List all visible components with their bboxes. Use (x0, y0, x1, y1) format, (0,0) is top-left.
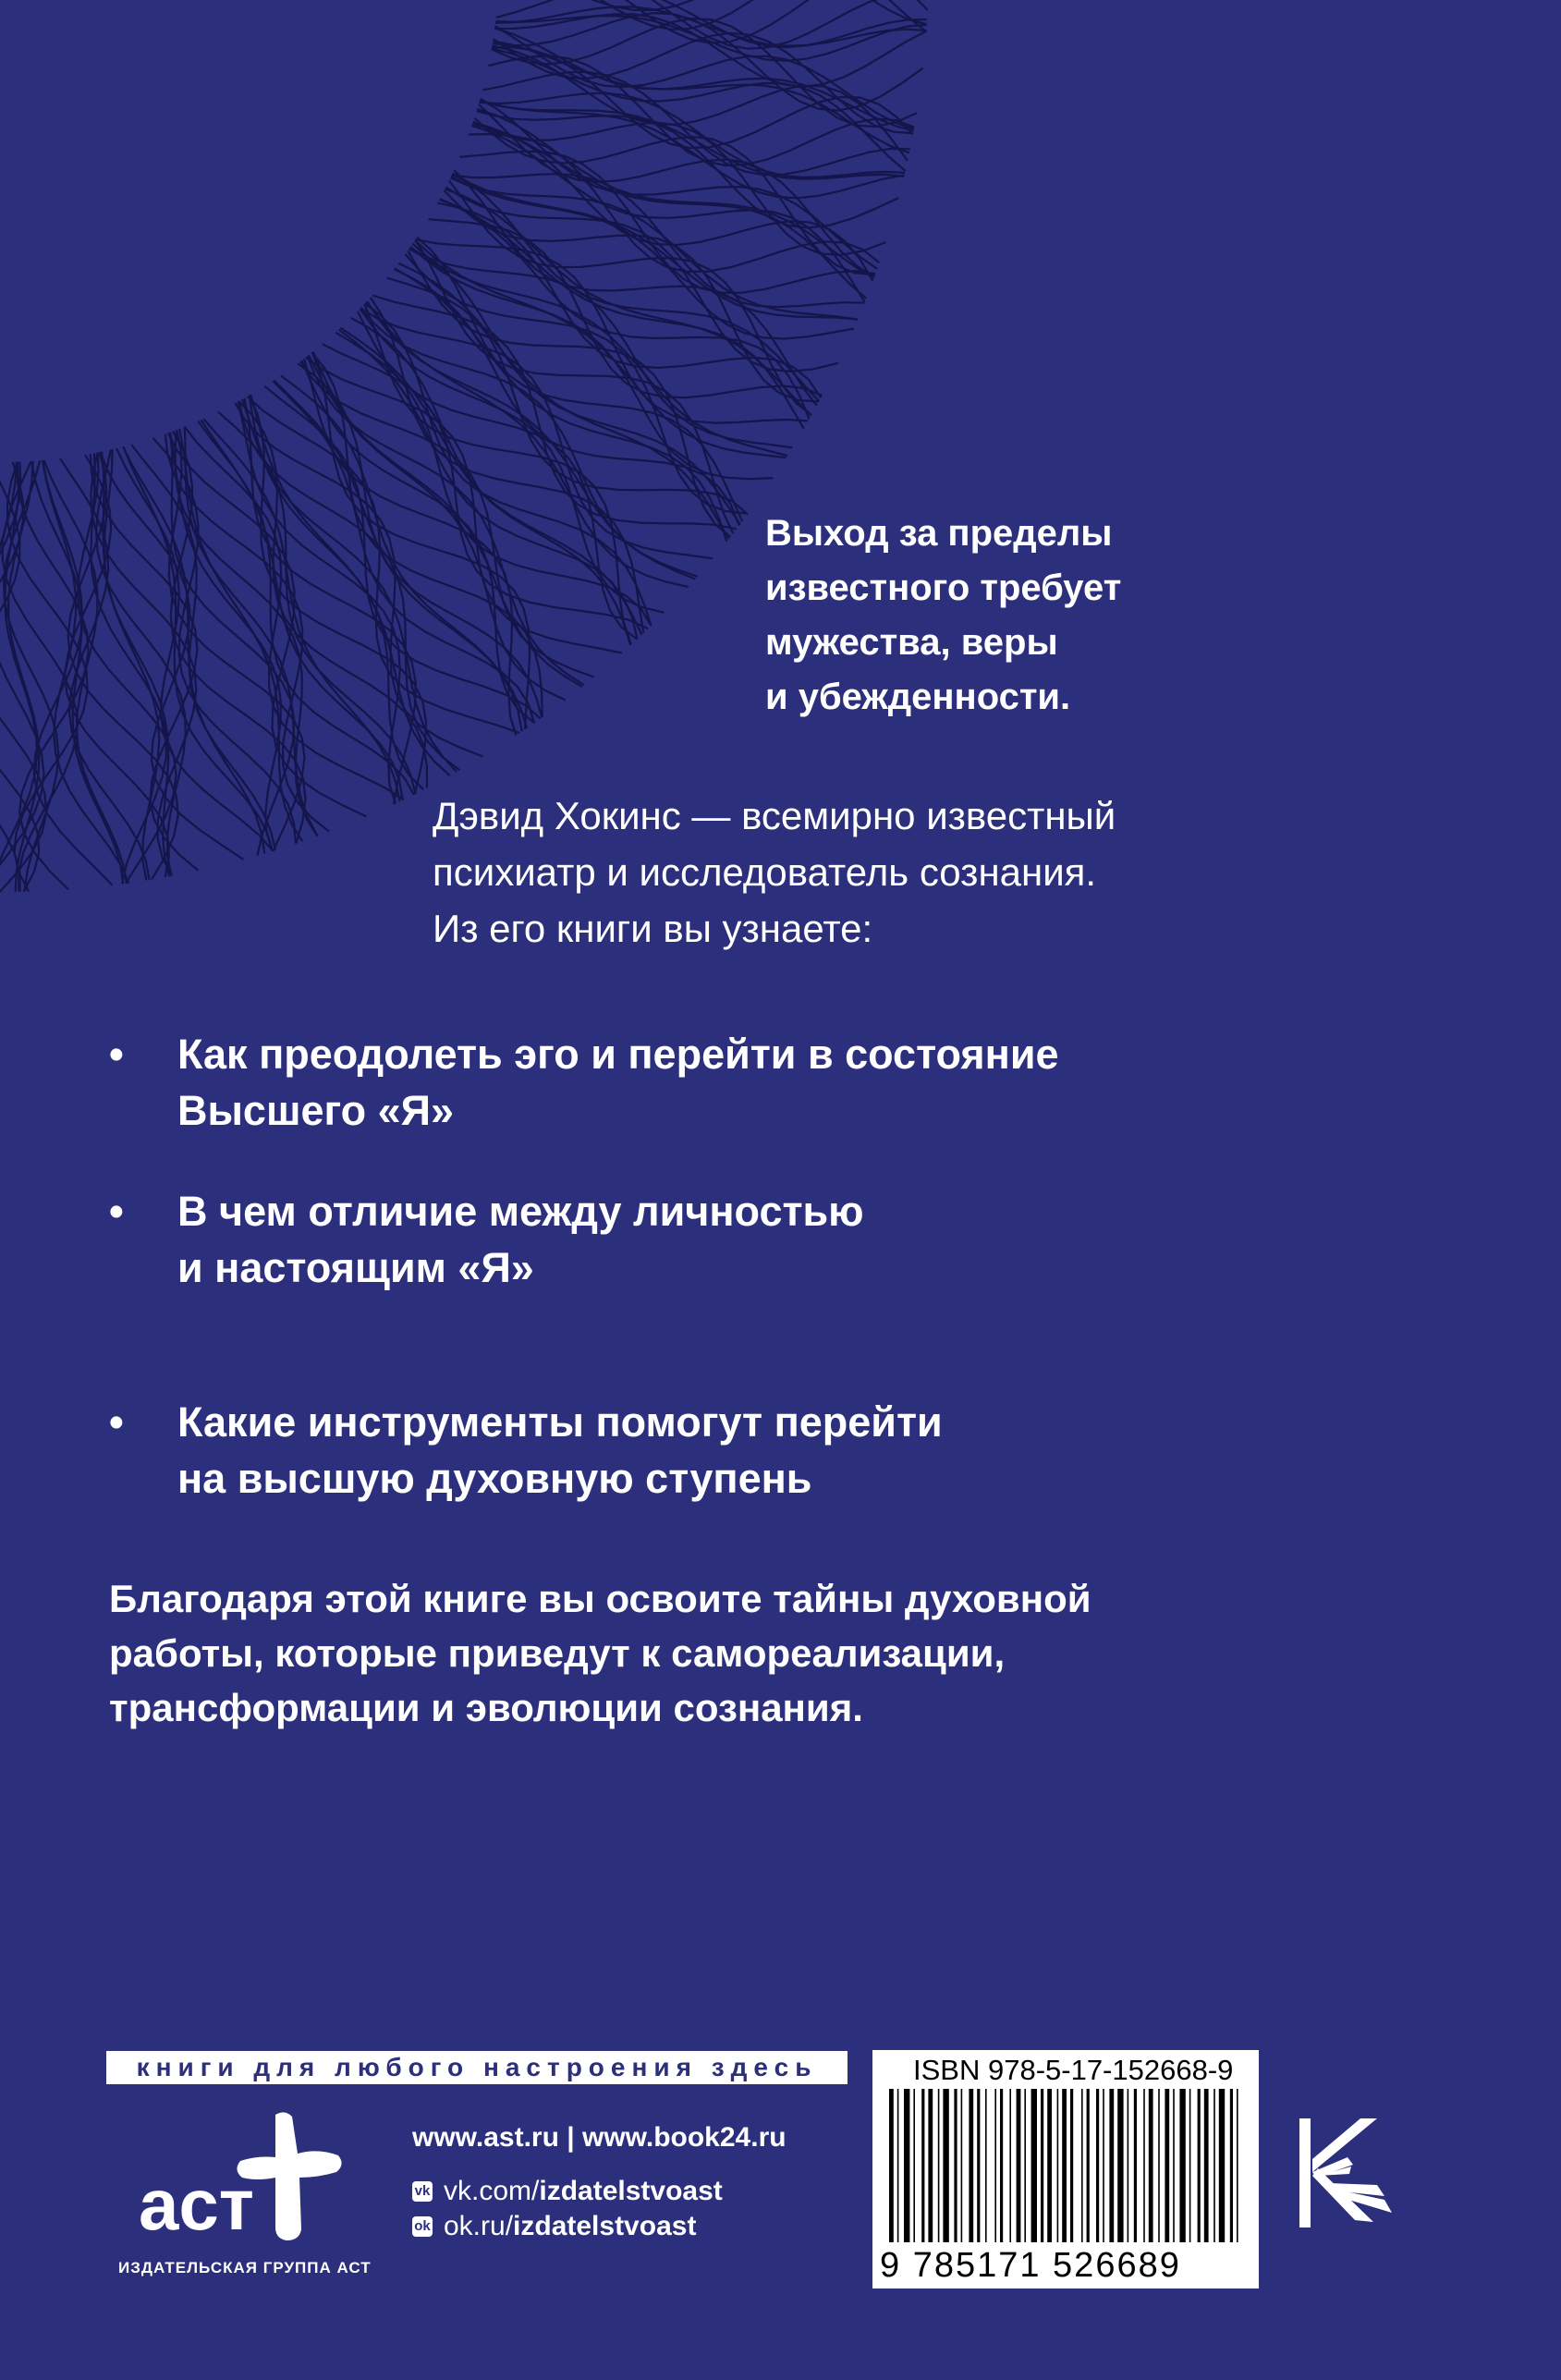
barcode-bar (1103, 2089, 1104, 2242)
summary-paragraph: Благодаря этой книге вы освоите тайны духовной работы, которые приведут к самореализации, трансформации и эволюции сознания. (109, 1577, 1091, 1729)
art-line (460, 152, 875, 293)
barcode-bar (994, 2089, 996, 2242)
barcode-bar (1237, 2089, 1238, 2242)
vk-icon: vk (412, 2181, 433, 2202)
art-line (498, 0, 929, 49)
barcode-bar (1024, 2089, 1026, 2242)
tagline: Выход за пределы известного требует мужества, веры и убежденности. (765, 513, 1122, 717)
k-book-icon (1296, 2111, 1397, 2231)
barcode-bar (1204, 2089, 1209, 2242)
websites-link[interactable]: www.ast.ru | www.book24.ru (412, 2122, 787, 2153)
art-line (395, 269, 726, 542)
barcode (884, 2089, 1246, 2242)
barcode-bar (1096, 2089, 1099, 2242)
barcode-bar (1047, 2089, 1052, 2242)
barcode-bar (904, 2089, 909, 2242)
vk-link[interactable]: vk vk.com/ izdatelstvoast (412, 2176, 800, 2207)
barcode-bar (1158, 2089, 1160, 2242)
barcode-bar (1128, 2089, 1129, 2242)
ast-logo (139, 2107, 360, 2246)
wavy-line-art (0, 0, 933, 897)
barcode-bar (889, 2089, 894, 2242)
ok-icon: ok (412, 2216, 433, 2237)
barcode-bar (954, 2089, 957, 2242)
barcode-bar (1219, 2089, 1225, 2242)
barcode-bar (1031, 2089, 1037, 2242)
barcode-bar (1057, 2089, 1059, 2242)
barcode-bar (1213, 2089, 1215, 2242)
isbn-barcode-box (872, 2050, 1259, 2288)
barcode-bar (1134, 2089, 1137, 2242)
barcode-bar (969, 2089, 973, 2242)
barcode-bar (943, 2089, 948, 2242)
art-line (238, 402, 400, 804)
barcode-digits: 9 785171 526689 (880, 2246, 1181, 2285)
art-line (203, 419, 400, 801)
art-line (361, 308, 698, 577)
barcode-bar (921, 2089, 924, 2242)
barcode-bar (1198, 2089, 1201, 2242)
barcode-bar (1017, 2089, 1021, 2242)
art-line (123, 446, 264, 853)
publisher-caption: ИЗДАТЕЛЬСКАЯ ГРУППА АСТ (118, 2259, 372, 2276)
barcode-bar (977, 2089, 980, 2242)
barcode-bar (928, 2089, 933, 2242)
art-line (410, 247, 773, 479)
barcode-bar (1117, 2089, 1123, 2242)
ast-logo-text: аст (139, 2164, 254, 2245)
art-line (168, 433, 367, 817)
art-line (312, 352, 530, 729)
barcode-bar (1189, 2089, 1191, 2242)
ok-link[interactable]: ok ok.ru/ izdatelstvoast (412, 2211, 800, 2242)
barcode-bar (1000, 2089, 1003, 2242)
barcode-bar (938, 2089, 940, 2242)
art-line (493, 13, 923, 111)
slogan-banner: книги для любого настроения здесь (106, 2051, 848, 2084)
bullet-icon: • (109, 1031, 124, 1078)
barcode-bar (961, 2089, 963, 2242)
barcode-bar (897, 2089, 899, 2242)
isbn-label: ISBN 978-5-17-152668-9 (913, 2054, 1234, 2086)
barcode-bar (1041, 2089, 1043, 2242)
barcode-bar (1173, 2089, 1175, 2242)
barcode-bar (1081, 2089, 1083, 2242)
barcode-bar (1143, 2089, 1145, 2242)
barcode-bar (1070, 2089, 1073, 2242)
bullet-icon: • (109, 1188, 124, 1235)
author-intro: Дэвид Хокинс — всемирно известный психиатр и исследователь сознания. Из его книги вы узнаете: (433, 794, 1116, 950)
barcode-bar (1062, 2089, 1067, 2242)
art-line (364, 304, 630, 645)
barcode-bar (1165, 2089, 1169, 2242)
barcode-bar (1009, 2089, 1011, 2242)
barcode-bar (1109, 2089, 1114, 2242)
bullet-icon: • (109, 1398, 124, 1446)
barcode-bar (1230, 2089, 1233, 2242)
barcode-bar (1149, 2089, 1153, 2242)
art-line (445, 190, 819, 401)
barcode-bar (1179, 2089, 1185, 2242)
barcode-bar (985, 2089, 987, 2242)
barcode-bar (1087, 2089, 1090, 2242)
barcode-bar (913, 2089, 915, 2242)
art-line (494, 28, 913, 130)
